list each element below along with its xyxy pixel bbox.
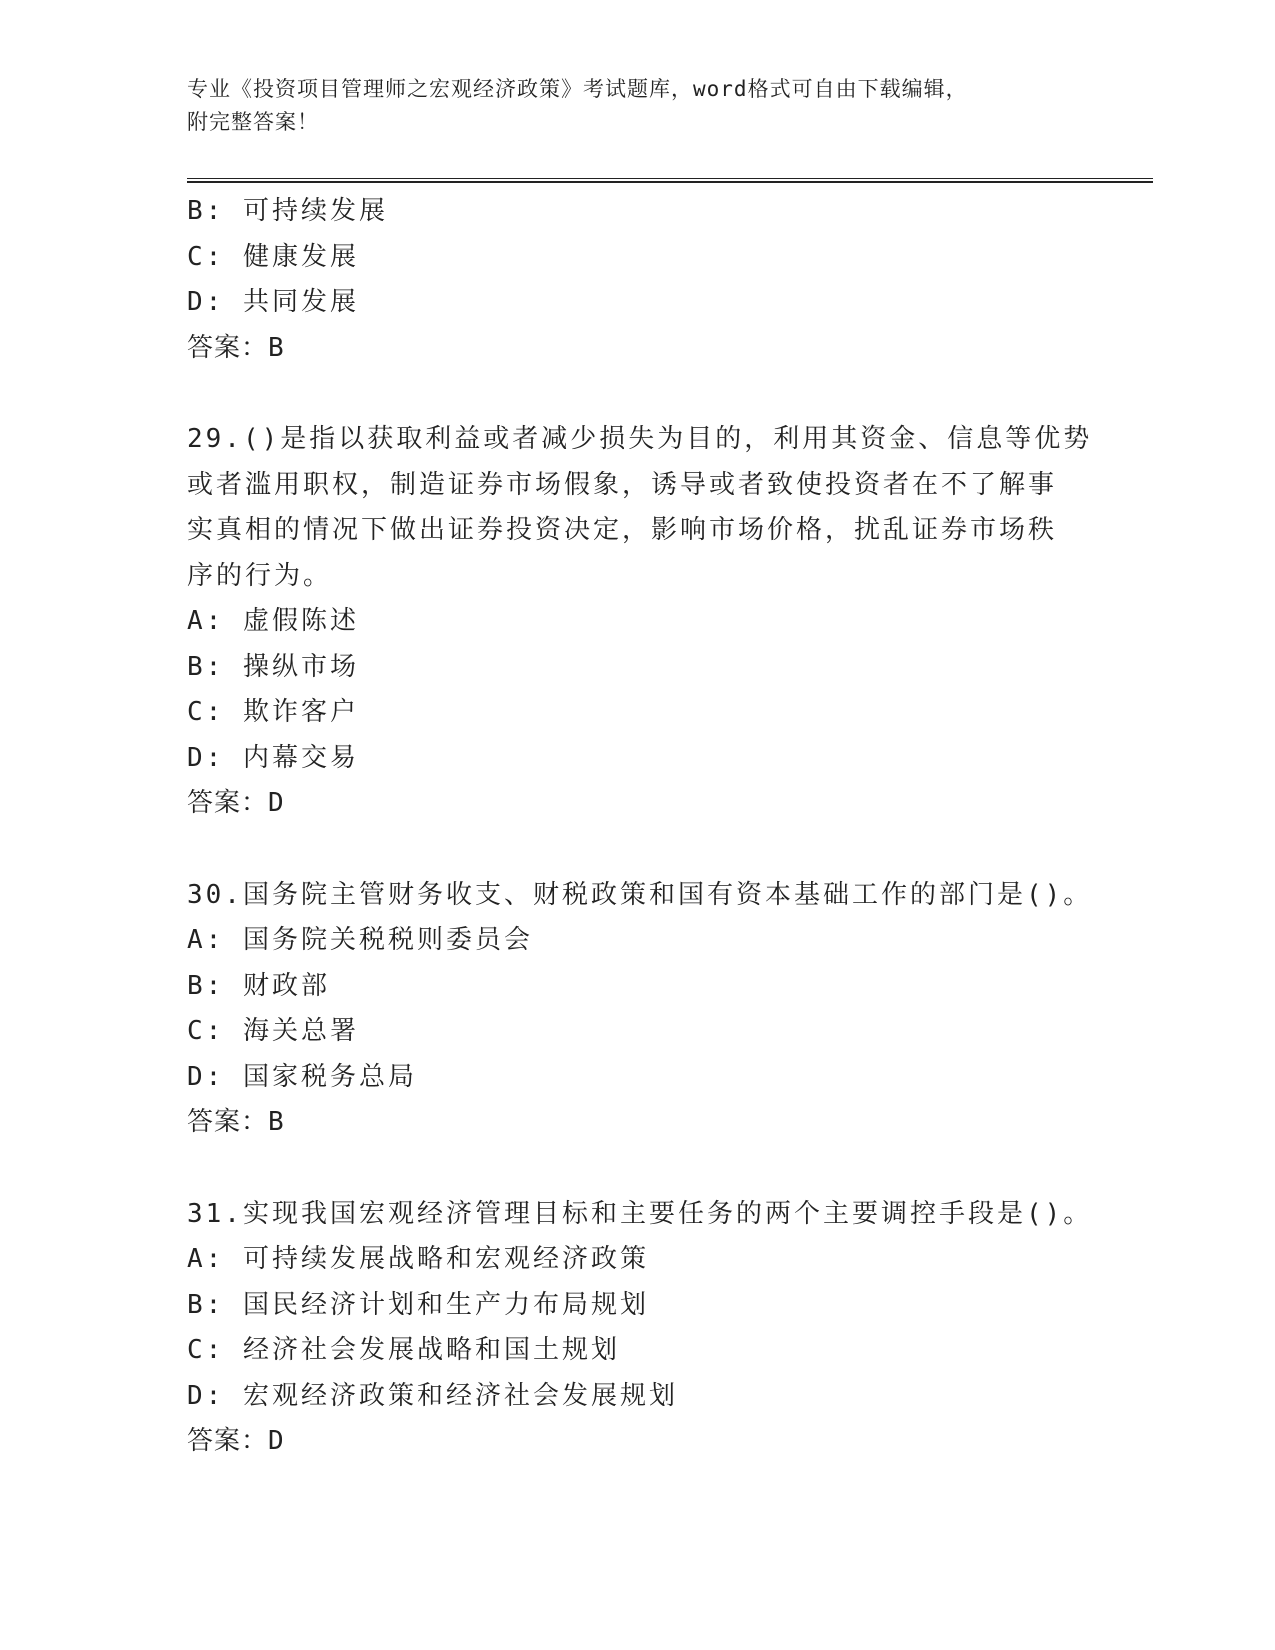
option-text: 国务院关税税则委员会 <box>242 925 533 955</box>
question-stem-line: 30.国务院主管财务收支、财税政策和国有资本基础工作的部门是()。 <box>187 879 1093 910</box>
option-text: 国家税务总局 <box>242 1061 417 1092</box>
question-block-31 <box>187 1192 1107 1465</box>
option-text: 虚假陈述 <box>242 606 359 636</box>
option-text: 可持续发展 <box>242 196 388 226</box>
header-line-1: 专业《投资项目管理师之宏观经济政策》考试题库，word格式可自由下载编辑， <box>187 77 968 101</box>
option-label: B: <box>187 1289 225 1320</box>
option-label: C: <box>187 697 225 727</box>
option-line <box>187 235 1107 281</box>
header-divider-thick <box>187 181 1153 183</box>
option-line <box>187 736 1107 782</box>
document-header <box>187 73 1087 139</box>
answer-line: 答案：D <box>187 788 285 818</box>
option-text: 可持续发展战略和宏观经济政策 <box>242 1244 649 1274</box>
option-text: 国民经济计划和生产力布局规划 <box>242 1289 649 1320</box>
option-line <box>187 690 1107 736</box>
header-divider-thin <box>187 178 1153 179</box>
option-label: A: <box>187 606 225 636</box>
option-line <box>187 599 1107 645</box>
option-line <box>187 918 1107 964</box>
option-text: 财政部 <box>242 970 330 1001</box>
answer-line: 答案：B <box>187 332 285 363</box>
option-text: 操纵市场 <box>242 651 359 682</box>
spacer <box>187 1146 1107 1192</box>
option-line <box>187 1328 1107 1374</box>
option-label: B: <box>187 196 225 226</box>
option-text: 海关总署 <box>242 1016 359 1046</box>
option-line <box>187 1055 1107 1101</box>
option-text: 欺诈客户 <box>242 697 359 727</box>
option-line <box>187 1374 1107 1420</box>
question-stem-line: 序的行为。 <box>187 560 333 591</box>
question-block-previous <box>187 189 1107 371</box>
option-label: D: <box>187 1061 225 1092</box>
question-list <box>187 189 1107 1465</box>
option-line <box>187 189 1107 235</box>
header-line-2: 附完整答案！ <box>187 110 319 134</box>
option-label: B: <box>187 651 225 682</box>
option-line <box>187 280 1107 326</box>
option-label: C: <box>187 1335 225 1365</box>
option-text: 宏观经济政策和经济社会发展规划 <box>242 1380 678 1411</box>
option-label: D: <box>187 287 225 317</box>
option-text: 内幕交易 <box>242 742 359 773</box>
question-block-29 <box>187 417 1107 827</box>
spacer <box>187 827 1107 873</box>
option-text: 共同发展 <box>242 287 359 317</box>
option-line <box>187 1009 1107 1055</box>
question-stem-line: 实真相的情况下做出证券投资决定，影响市场价格，扰乱证券市场秩 <box>187 515 1058 545</box>
option-text: 健康发展 <box>242 241 359 272</box>
option-label: A: <box>187 1244 225 1274</box>
spacer <box>187 371 1107 417</box>
option-label: C: <box>187 1016 225 1046</box>
option-label: D: <box>187 742 225 773</box>
option-label: C: <box>187 241 225 272</box>
option-line <box>187 1237 1107 1283</box>
question-block-30 <box>187 873 1107 1146</box>
question-stem-line: 29.()是指以获取利益或者减少损失为目的，利用其资金、信息等优势 <box>187 424 1093 454</box>
option-line <box>187 964 1107 1010</box>
option-label: D: <box>187 1380 225 1411</box>
question-stem-line: 或者滥用职权，制造证券市场假象，诱导或者致使投资者在不了解事 <box>187 469 1058 500</box>
option-label: A: <box>187 925 225 955</box>
option-label: B: <box>187 970 225 1001</box>
answer-line: 答案：D <box>187 1426 285 1456</box>
question-stem-line: 31.实现我国宏观经济管理目标和主要任务的两个主要调控手段是()。 <box>187 1198 1093 1229</box>
option-line <box>187 1283 1107 1329</box>
option-text: 经济社会发展战略和国土规划 <box>242 1335 620 1365</box>
option-line <box>187 645 1107 691</box>
answer-line: 答案：B <box>187 1107 285 1137</box>
